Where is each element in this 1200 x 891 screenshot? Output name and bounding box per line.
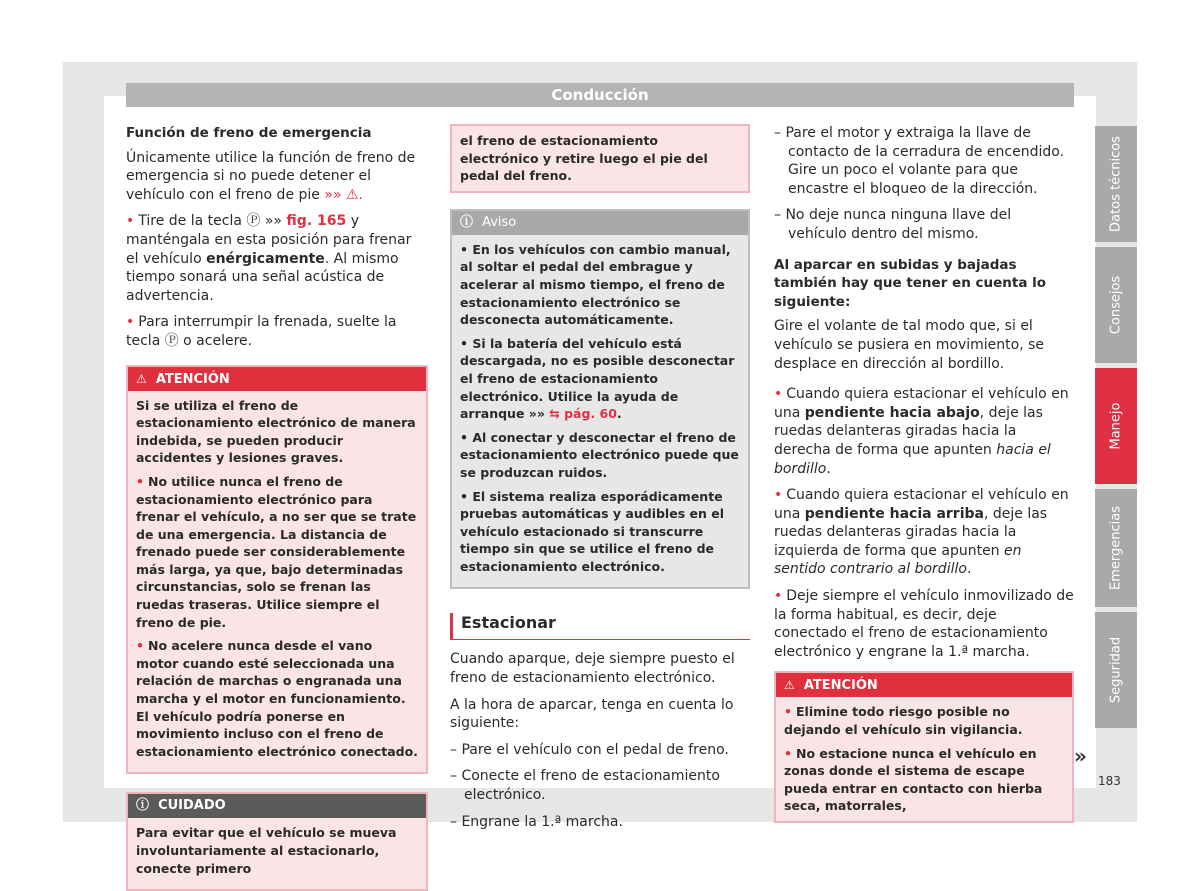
jump-start-icon: ⇆ xyxy=(549,406,565,422)
chapter-header: Conducción xyxy=(126,83,1074,107)
instruction-bullet: • Cuando quiera estacionar el vehículo en una pendiente hacia arriba, deje las ruedas delanteras giradas hacia la izquierda de forma que apunten en sentido contrario al bordillo. xyxy=(774,486,1074,579)
instruction-bullet: • Para interrumpir la frenada, suelte la tecla Ⓟ o acelere. xyxy=(126,313,428,350)
dash-item: – Conecte el freno de estacionamiento electrónico. xyxy=(450,768,720,804)
dash-item: – Pare el vehículo con el pedal de freno. xyxy=(450,741,729,758)
paragraph: Cuando aparque, deje siempre puesto el freno de estacionamiento electrónico. xyxy=(450,651,735,687)
tab-seguridad[interactable]: Seguridad xyxy=(1095,612,1137,728)
paragraph: Gire el volante de tal modo que, si el vehículo se pusiera en movimiento, se desplace en dirección al bordillo. xyxy=(774,318,1045,372)
warning-triangle-icon: ⚠ xyxy=(784,678,795,693)
column-2 xyxy=(450,124,750,839)
paragraph: A la hora de aparcar, tenga en cuenta lo siguiente: xyxy=(450,696,734,732)
note-header: ⓘ Aviso xyxy=(452,211,748,235)
page-link[interactable]: ⇆ pág. 60 xyxy=(549,406,617,422)
tab-consejos[interactable]: Consejos xyxy=(1095,247,1137,363)
info-circle-icon: ⓘ xyxy=(136,798,150,814)
column-3 xyxy=(774,124,1074,823)
figure-link[interactable]: fig. 165 xyxy=(286,213,347,230)
attention-header: ⚠ ATENCIÓN xyxy=(776,673,1072,697)
section-heading: Al aparcar en subidas y bajadas también hay que tener en cuenta lo siguiente: xyxy=(774,256,1047,310)
dash-item: – Engrane la 1.ª marcha. xyxy=(450,813,623,830)
careful-box-continued: el freno de estacionamiento electrónico y retire luego el pie del pedal del freno. xyxy=(450,124,750,193)
page-number: 183 xyxy=(1098,774,1121,788)
careful-header: ⓘ CUIDADO xyxy=(128,794,426,818)
warning-triangle-icon: ⚠ xyxy=(136,371,147,386)
instruction-bullet: • Tire de la tecla Ⓟ »» fig. 165 y manténgala en esta posición para frenar el vehículo enérgicamente. Al mismo tiempo sonará una señal acústica de advertencia. xyxy=(126,212,428,305)
dash-item: – Pare el motor y extraiga la llave de contacto de la cerradura de encendido. Gire un poco el volante para que encastre el bloqueo de la dirección. xyxy=(774,125,1065,197)
note-bullet: • xyxy=(460,241,473,257)
attention-box: ⚠ ATENCIÓN Si se utiliza el freno de estacionamiento electrónico de manera indebida, se pueden producir accidentes y lesiones graves. • No utilice nunca el freno de estacionamiento electrónico para frenar el vehículo, a no ser que se trate de una emergencia. La distancia de frenado puede ser considerablemente más larga, ya que, bajo determinadas circunstancias, solo se frenan las ruedas traseras. Utilice siempre el freno de pie. • No acelere nunca desde el vano motor cuando esté seleccionada una relación de marchas o engranada una marcha y el motor en funcionamiento. El vehículo podría ponerse en movimiento incluso con el freno de estacionamiento electrónico conectado. xyxy=(126,365,428,775)
tab-emergencias[interactable]: Emergencias xyxy=(1095,489,1137,607)
attention-header: ⚠ ATENCIÓN xyxy=(128,367,426,391)
column-1 xyxy=(126,124,428,891)
tab-manejo[interactable]: Manejo xyxy=(1095,368,1137,484)
section-heading: Función de freno de emergencia xyxy=(126,125,372,141)
warning-ref-icon[interactable]: »» ⚠. xyxy=(324,186,363,203)
continue-mark: » xyxy=(1074,744,1087,768)
section-title: Estacionar xyxy=(450,613,750,640)
careful-box: ⓘ CUIDADO Para evitar que el vehículo se mueva involuntariamente al estacionarlo, conecte primero xyxy=(126,792,428,891)
intro-paragraph: Únicamente utilice la función de freno de emergencia si no puede detener el vehículo con el freno de pie »» ⚠. xyxy=(126,149,416,203)
instruction-bullet: • Cuando quiera estacionar el vehículo en una pendiente hacia abajo, deje las ruedas delanteras giradas hacia la derecha de forma que apunten hacia el bordillo. xyxy=(774,385,1074,478)
attention-box: ⚠ ATENCIÓN • Elimine todo riesgo posible no dejando el vehículo sin vigilancia. • No estacione nunca el vehículo en zonas donde el sistema de escape pueda entrar en contacto con hierba seca, matorrales, xyxy=(774,671,1074,823)
dash-item: – No deje nunca ninguna llave del vehículo dentro del mismo. xyxy=(774,207,1012,242)
tab-datos-tecnicos[interactable]: Datos técnicos xyxy=(1095,126,1137,242)
instruction-bullet: • Deje siempre el vehículo inmovilizado de la forma habitual, es decir, deje conectado el freno de estacionamiento electrónico y engrane la 1.ª marcha. xyxy=(774,587,1074,661)
info-icon: ⓘ xyxy=(460,214,474,230)
note-box: ⓘ Aviso • En los vehículos con cambio manual, al soltar el pedal del embrague y acelerar al mismo tiempo, el freno de estacionamiento electrónico se desconecta automáticamente. • Si la batería del vehículo está descargada, no es posible desconectar el freno de estacionamiento electrónico. Utilice la ayuda de arranque »» ⇆ pág. 60. • Al conectar y desconectar el freno de estacionamiento electrónico puede que se produzcan ruidos. • El sistema realiza esporádicamente pruebas automáticas y audibles en el vehículo estacionado si transcurre tiempo sin que se utilice el freno de estacionamiento electrónico. xyxy=(450,209,750,590)
